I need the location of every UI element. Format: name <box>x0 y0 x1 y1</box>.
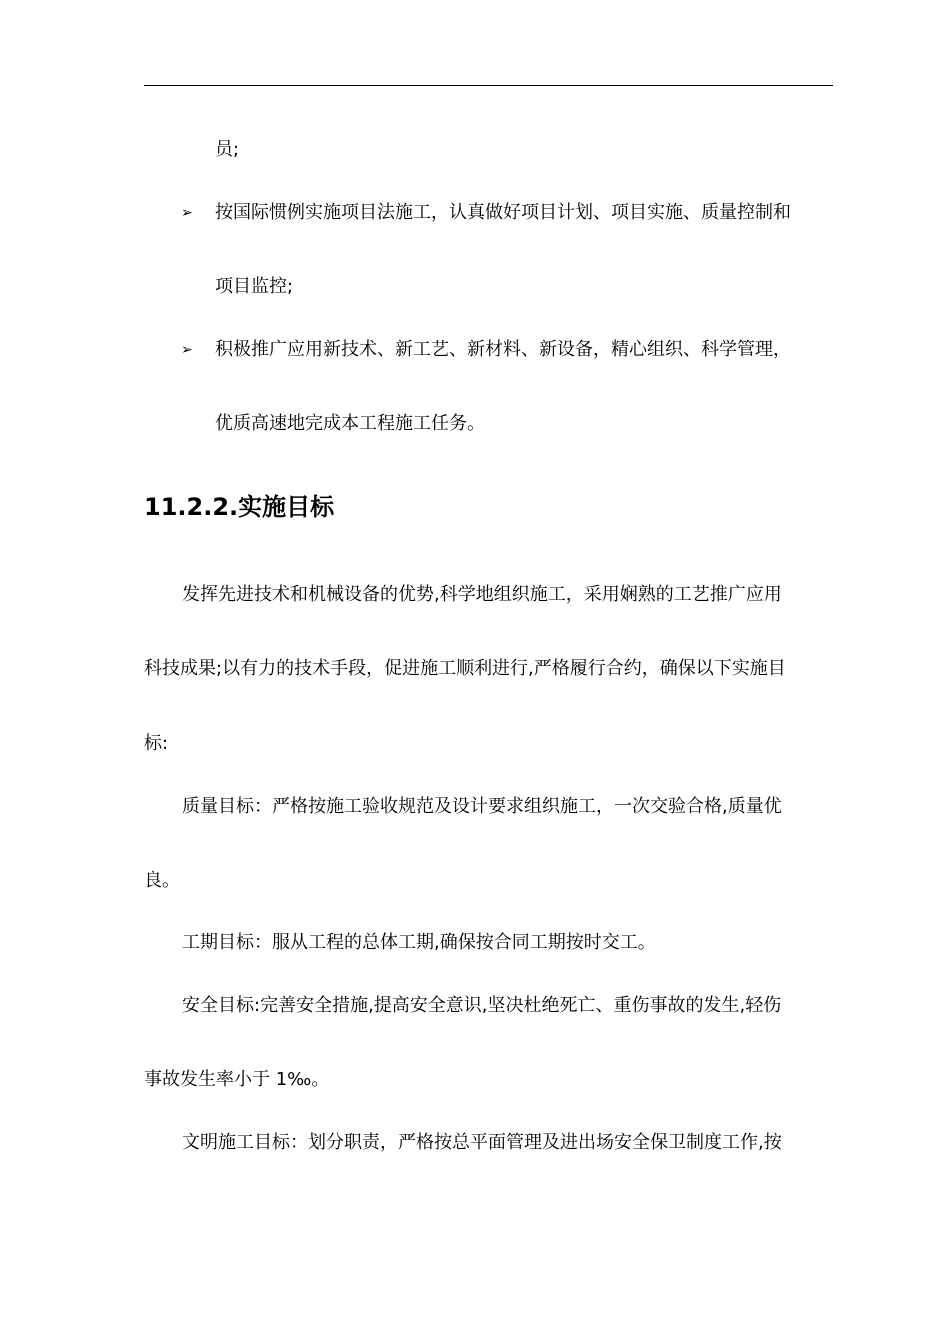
bullet-item-text: 优质高速地完成本工程施工任务。 <box>215 413 485 434</box>
bullet-arrow-icon: ➢ <box>181 205 193 221</box>
paragraph-line: 科技成果;以有力的技术手段，促进施工顺利进行,严格履行合约，确保以下实施目 <box>144 658 786 679</box>
header-rule <box>144 85 833 86</box>
paragraph-line: 安全目标:完善安全措施,提高安全意识,坚决杜绝死亡、重伤事故的发生,轻伤 <box>182 995 782 1016</box>
section-heading: 11.2.2.实施目标 <box>144 493 335 521</box>
paragraph-line: 质量目标：严格按施工验收规范及设计要求组织施工，一次交验合格,质量优 <box>182 796 782 817</box>
paragraph-line: 发挥先进技术和机械设备的优势,科学地组织施工，采用娴熟的工艺推广应用 <box>182 584 782 605</box>
paragraph-line: 文明施工目标：划分职责，严格按总平面管理及进出场安全保卫制度工作,按 <box>182 1132 782 1153</box>
bullet-item-text: 按国际惯例实施项目法施工，认真做好项目计划、项目实施、质量控制和 <box>215 202 791 223</box>
paragraph-line: 事故发生率小于 1‰。 <box>144 1069 330 1090</box>
paragraph-line: 良。 <box>144 870 180 891</box>
bullet-item-text: 项目监控; <box>215 276 294 297</box>
bullet-item-text: 积极推广应用新技术、新工艺、新材料、新设备，精心组织、科学管理， <box>215 339 791 360</box>
bullet-arrow-icon: ➢ <box>181 342 193 358</box>
paragraph-line: 标: <box>144 733 169 754</box>
bullet-continuation: 员; <box>215 139 240 160</box>
paragraph-line: 工期目标：服从工程的总体工期,确保按合同工期按时交工。 <box>182 932 656 953</box>
